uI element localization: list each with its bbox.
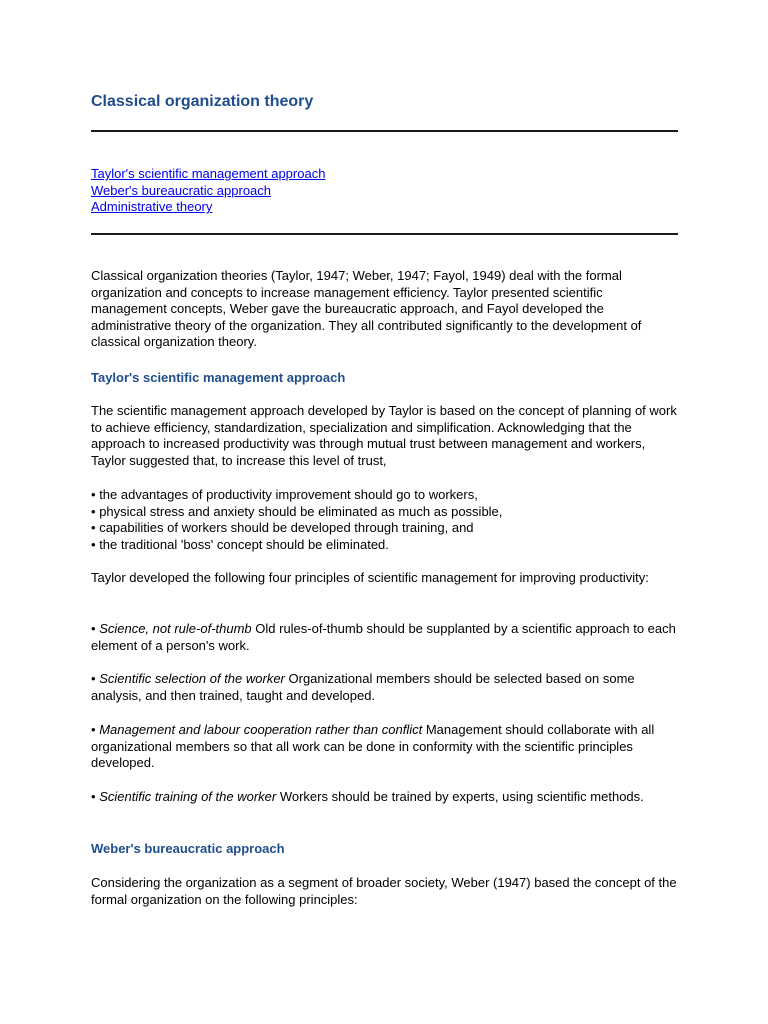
list-item-text: the advantages of productivity improvement should go to workers,: [99, 487, 478, 502]
principle-text: Workers should be trained by experts, using scientific methods.: [276, 789, 644, 804]
principle-item: [91, 789, 679, 806]
principle-item: [91, 722, 679, 772]
principle-text: Old rules-of-thumb should be supplanted by a scientific approach to each element of a person's work.: [91, 621, 676, 653]
bullet-icon: •: [91, 789, 96, 804]
toc-item: [91, 199, 325, 216]
principles-intro-paragraph: Taylor developed the following four principles of scientific management for improving productivity:: [91, 570, 649, 585]
principle-item: [91, 621, 679, 654]
list-item: [91, 504, 679, 521]
weber-heading: Weber's bureaucratic approach: [91, 841, 285, 856]
list-item: [91, 487, 679, 504]
list-item: [91, 537, 679, 554]
bullet-icon: •: [91, 722, 96, 737]
bullet-icon: •: [91, 621, 96, 636]
principle-term: Management and labour cooperation rather than conflict: [99, 722, 423, 737]
page-title: Classical organization theory: [91, 93, 314, 110]
bullet-icon: •: [91, 520, 96, 535]
principle-term: Science, not rule-of-thumb: [99, 621, 252, 636]
toc-item: [91, 166, 325, 183]
list-item-text: physical stress and anxiety should be eliminated as much as possible,: [99, 503, 503, 519]
bullet-icon: •: [91, 671, 96, 686]
taylor-paragraph: The scientific management approach developed by Taylor is based on the concept of planning of work to achieve efficiency, standardization, specialization and simplification. Acknowledging that the approach to increased productivity was through mutual trust between management and workers, Taylor suggested that, to increase this level of trust,: [91, 403, 677, 468]
toc-link-weber[interactable]: Weber's bureaucratic approach: [91, 182, 272, 198]
top-divider: [91, 130, 678, 132]
list-item-text: capabilities of workers should be developed through training, and: [99, 520, 474, 535]
taylor-heading: Taylor's scientific management approach: [91, 370, 346, 385]
principle-text: Management should collaborate with all organizational members so that all work can be done in conformity with the scientific principles developed.: [91, 722, 655, 770]
weber-paragraph: Considering the organization as a segment of broader society, Weber (1947) based the concept of the formal organization on the following principles:: [91, 875, 677, 907]
list-item: [91, 520, 679, 537]
principle-item: [91, 671, 679, 704]
intro-paragraph: Classical organization theories (Taylor, 1947; Weber, 1947; Fayol, 1949) deal with the formal organization and concepts to increase management efficiency. Taylor presented scientific management concepts, Weber gave the bureaucratic approach, and Fayol developed the administrative theory of the organization. They all contributed significantly to the development of classical organization theory.: [91, 268, 642, 349]
list-item-text: the traditional 'boss' concept should be eliminated.: [99, 536, 389, 552]
bullet-icon: •: [91, 536, 96, 552]
toc-link-taylor[interactable]: Taylor's scientific management approach: [91, 166, 326, 181]
toc-divider: [91, 233, 678, 235]
principle-term: Scientific training of the worker: [99, 789, 277, 804]
toc-link-administrative[interactable]: Administrative theory: [91, 199, 213, 215]
bullet-icon: •: [91, 503, 96, 519]
bullet-icon: •: [91, 487, 96, 502]
principle-term: Scientific selection of the worker: [99, 671, 285, 686]
table-of-contents: [91, 166, 325, 216]
trust-bullet-list: [91, 487, 679, 553]
principle-text: Organizational members should be selected based on some analysis, and then trained, taught and developed.: [91, 671, 635, 703]
toc-item: [91, 183, 325, 200]
